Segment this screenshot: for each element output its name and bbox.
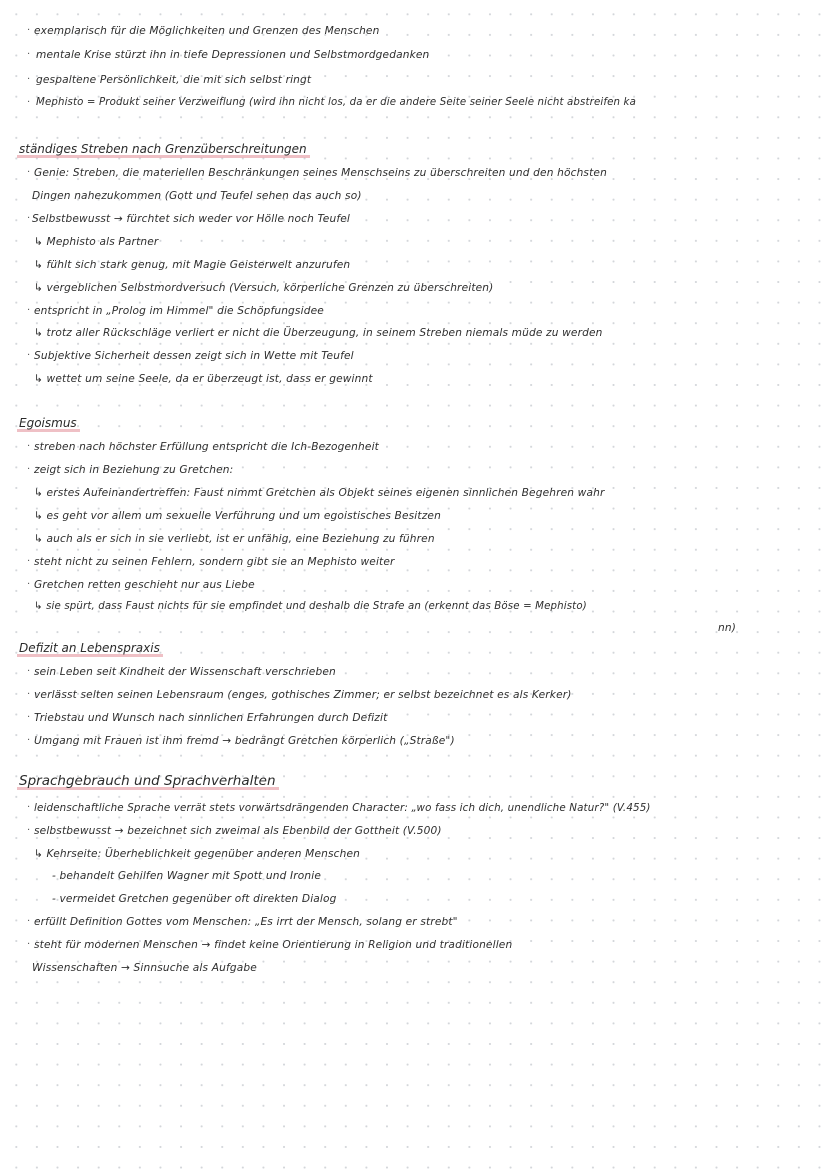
note-line: zeigt sich in Beziehung zu Gretchen: — [34, 464, 234, 476]
note-line: ↳ erstes Aufeinandertreffen: Faust nimmt Gretchen als Objekt seines eigenen sinnlichen Begehren wahr — [34, 487, 605, 499]
bullet-dot: · — [27, 49, 31, 60]
note-line: ↳ es geht vor allem um sexuelle Verführung und um egoistisches Besitzen — [34, 510, 441, 522]
note-line: Gretchen retten geschieht nur aus Liebe — [34, 579, 255, 591]
note-line: sein Leben seit Kindheit der Wissenschaft verschrieben — [34, 666, 336, 678]
note-line: Selbstbewusst → fürchtet sich weder vor Hölle noch Teufel — [32, 213, 350, 225]
bullet-dot: · — [27, 556, 31, 567]
note-line: ↳ fühlt sich stark genug, mit Magie Geisterwelt anzurufen — [34, 259, 351, 271]
note-line: Wissenschaften → Sinnsuche als Aufgabe — [32, 962, 257, 974]
note-line: ↳ wettet um seine Seele, da er überzeugt ist, dass er gewinnt — [34, 373, 373, 385]
section-heading: ständiges Streben nach Grenzüberschreitungen — [17, 141, 310, 158]
note-line: Umgang mit Frauen ist ihm fremd → bedrängt Gretchen körperlich („Straße") — [34, 735, 455, 747]
note-line: nn) — [718, 622, 737, 634]
bullet-dot: · — [27, 464, 31, 475]
note-line: Dingen nahezukommen (Gott und Teufel sehen das auch so) — [32, 190, 362, 202]
note-line: selbstbewusst → bezeichnet sich zweimal als Ebenbild der Gottheit (V.500) — [34, 825, 442, 837]
section-heading: Defizit an Lebenspraxis — [17, 640, 163, 657]
bullet-dot: · — [27, 825, 31, 836]
note-line: ↳ sie spürt, dass Faust nichts für sie empfindet und deshalb die Strafe an (erkennt das Böse = Mephisto) — [34, 601, 587, 612]
note-line: steht nicht zu seinen Fehlern, sondern gibt sie an Mephisto weiter — [34, 556, 395, 568]
bullet-dot: · — [27, 579, 31, 590]
bullet-dot: · — [27, 74, 31, 85]
note-line: streben nach höchster Erfüllung entspricht die Ich-Bezogenheit — [34, 441, 379, 453]
note-line: mentale Krise stürzt ihn in tiefe Depressionen und Selbstmordgedanken — [36, 49, 430, 61]
bullet-dot: · — [27, 916, 31, 927]
note-line: exemplarisch für die Möglichkeiten und Grenzen des Menschen — [34, 25, 380, 37]
note-line: verlässt selten seinen Lebensraum (enges, gothisches Zimmer; er selbst bezeichnet es als Kerker) — [34, 689, 572, 701]
note-line: Mephisto = Produkt seiner Verzweiflung (wird ihn nicht los, da er die andere Seite seiner Seele nicht abstreifen ka — [36, 97, 636, 108]
bullet-dot: · — [27, 689, 31, 700]
note-line: ↳ Kehrseite: Überheblichkeit gegenüber anderen Menschen — [34, 848, 361, 860]
note-line: entspricht in „Prolog im Himmel" die Schöpfungsidee — [34, 305, 324, 317]
bullet-dot: · — [27, 305, 31, 316]
note-line: leidenschaftliche Sprache verrät stets vorwärtsdrängenden Character: „wo fass ich dich, unendliche Natur?" (V.455) — [34, 802, 651, 814]
note-line: Genie: Streben, die materiellen Beschränkungen seines Menschseins zu überschreiten und den höchsten — [34, 167, 607, 179]
note-line: ↳ auch als er sich in sie verliebt, ist er unfähig, eine Beziehung zu führen — [34, 533, 435, 545]
note-line: - behandelt Gehilfen Wagner mit Spott und Ironie — [52, 870, 322, 882]
bullet-dot: · — [27, 167, 31, 178]
note-line: gespaltene Persönlichkeit, die mit sich selbst ringt — [36, 74, 312, 86]
bullet-dot: · — [27, 25, 31, 36]
section-heading: Sprachgebrauch und Sprachverhalten — [17, 773, 279, 790]
note-line: ↳ trotz aller Rückschläge verliert er nicht die Überzeugung, in seinem Streben niemals müde zu werden — [34, 327, 603, 339]
bullet-dot: · — [27, 712, 31, 723]
bullet-dot: · — [27, 213, 31, 224]
note-line: ↳ vergeblichen Selbstmordversuch (Versuch, körperliche Grenzen zu überschreiten) — [34, 282, 494, 294]
note-line: - vermeidet Gretchen gegenüber oft direkten Dialog — [52, 893, 337, 905]
note-line: erfüllt Definition Gottes vom Menschen: „Es irrt der Mensch, solang er strebt" — [34, 916, 458, 928]
bullet-dot: · — [27, 97, 31, 108]
bullet-dot: · — [27, 441, 31, 452]
note-line: ↳ Mephisto als Partner — [34, 236, 159, 248]
note-line: steht für modernen Menschen → findet keine Orientierung in Religion und traditionellen — [34, 939, 513, 951]
note-line: Subjektive Sicherheit dessen zeigt sich in Wette mit Teufel — [34, 350, 354, 362]
bullet-dot: · — [27, 802, 31, 813]
bullet-dot: · — [27, 350, 31, 361]
section-heading: Egoismus — [17, 415, 80, 432]
note-line: Triebstau und Wunsch nach sinnlichen Erfahrungen durch Defizit — [34, 712, 388, 724]
bullet-dot: · — [27, 735, 31, 746]
bullet-dot: · — [27, 666, 31, 677]
bullet-dot: · — [27, 939, 31, 950]
